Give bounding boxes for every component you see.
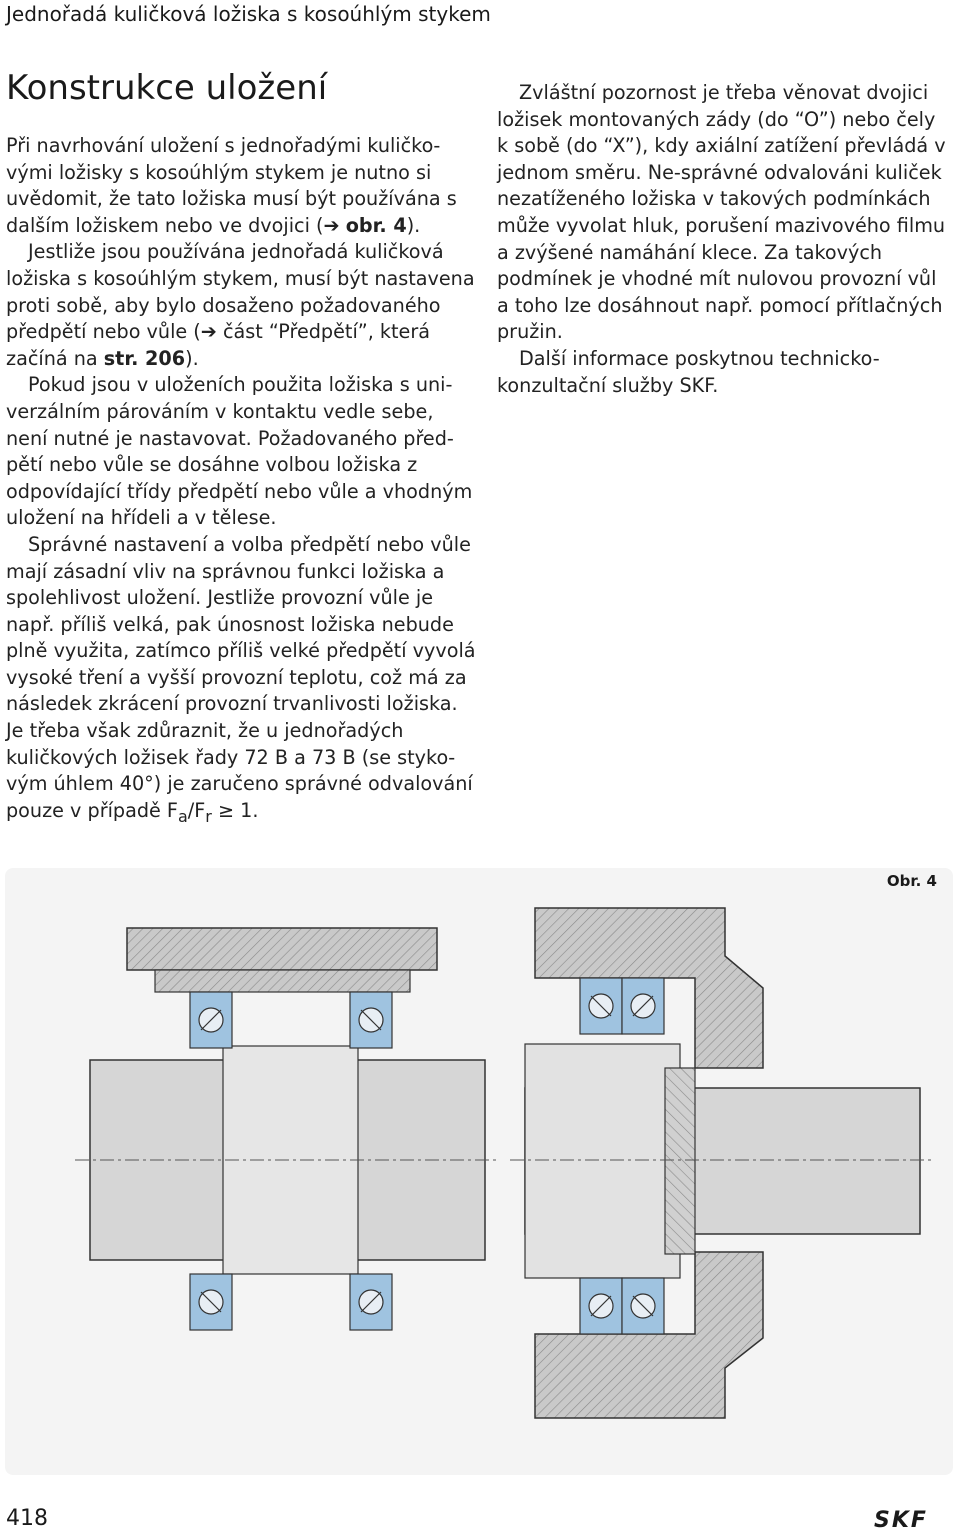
paragraph-4: Správné nastavení a volba předpětí nebo vůle mají zásadní vliv na správnou funkci ložiska a spolehlivost uložení. Jestliže provozní vůle je např. příliš velká, pak únosnost ložiska nebude plně využita, zatímco příliš velké předpětí vyvolá vysoké tření a vyšší provozní teplotu, což má za následek zkrácení provozní trvanlivosti ložiska. Je třeba však zdůraznit, že u jednořadých kuličkových ložisek řady 72 B a 73 B (se stykovým úhlem 40°) je zaručeno správné odvalování pouze v případě $F_a/F_r \ge 1$. [6, 532, 476, 826]
right-column [497, 80, 947, 399]
bearing-arrangement-drawing [5, 868, 953, 1475]
arrow-right-icon: ➔ [323, 213, 340, 237]
paragraph-3: Pokud jsou v uloženích použita ložiska s univerzálním párováním v kontaktu vedle sebe, není nutné je nastavovat. Požadovaného předpětí nebo vůle se dosáhne volbou ložiska z odpovídající třídy předpětí nebo vůle a vhodným uložení na hřídeli a v tělese. [6, 373, 473, 530]
page-number: 418 [6, 1506, 48, 1531]
locknut [665, 1068, 695, 1254]
arrow-right-icon: ➔ [200, 320, 217, 344]
figure-4 [5, 868, 953, 1475]
skf-logo [874, 1508, 952, 1530]
right-arrangement [510, 908, 935, 1418]
left-column [6, 133, 476, 830]
paragraph-5: Zvláštní pozornost je třeba věnovat dvojici ložisek montovaných zády (do “O”) nebo čely k sobě (do “X”), kdy axiální zatížení převládá v jednom směru. Ne-správné odvalováni kuliček nezatíženého ložiska v takových podmínkách může vyvolat hluk, porušení mazivového filmu a zvýšené namáhání klece. Za takových podmínek je vhodné mít nulovou provozní vůl a toho lze dosáhnout např. pomocí přítlačných pružin. [497, 81, 946, 344]
figure-reference-link[interactable]: obr. 4 [345, 213, 407, 237]
page-header: Jednořadá kuličková ložiska s kosoúhlým stykem [6, 2, 491, 26]
figure-label: Obr. 4 [886, 872, 937, 890]
svg-text:SKF: SKF [874, 1508, 928, 1530]
paragraph-6: Další informace poskytnou technicko-konzultační služby SKF. [497, 346, 880, 397]
paragraph-2: Jestliže jsou používána jednořadá kuličková ložiska s kosoúhlým stykem, musí být nastavena proti sobě, aby bylo dosaženo požadovaného předpětí nebo vůle (➔ část “Předpětí”, která začíná na str. 206). [6, 240, 475, 370]
housing-top [127, 928, 437, 970]
shaft-shoulder [525, 1044, 680, 1278]
left-arrangement [75, 928, 500, 1475]
section-title: Konstrukce uložení [6, 68, 328, 108]
page-reference-link[interactable]: str. 206 [103, 346, 186, 370]
paragraph-1: Při navrhování uložení s jednořadými kuličkovými ložisky s kosoúhlým stykem je nutno si uvědomit, že tato ložiska musí být používána s dalším ložiskem nebo ve dvojici (➔ obr. 4). [6, 134, 457, 237]
housing-bore-top [155, 970, 410, 992]
